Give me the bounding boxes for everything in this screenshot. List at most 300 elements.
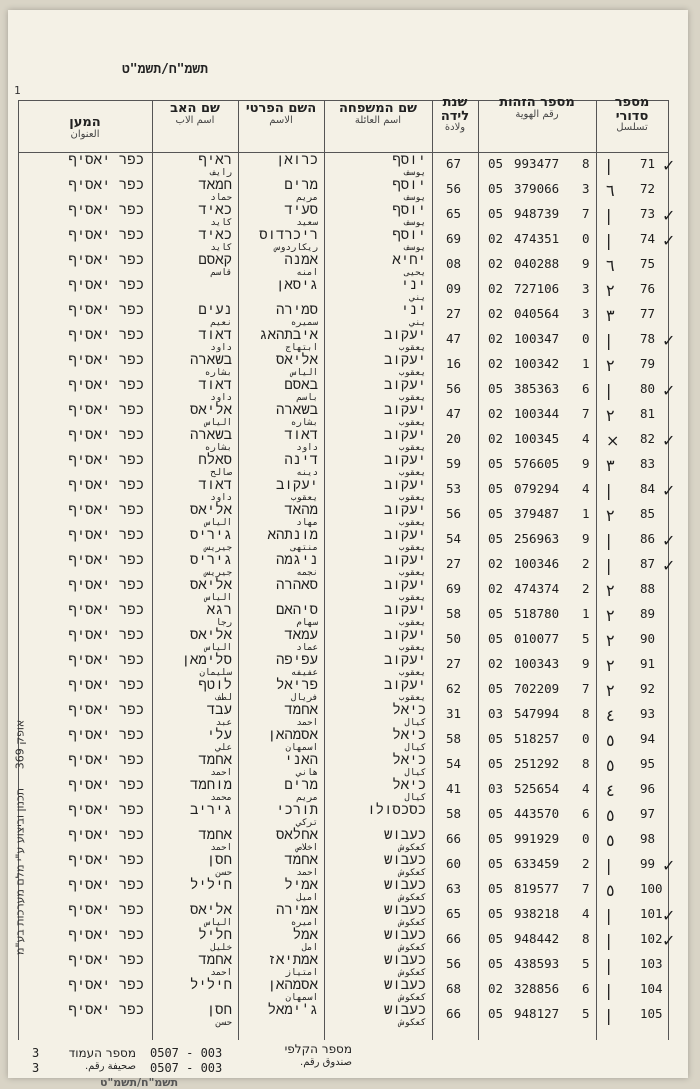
- cell-father-ar: كايد: [210, 243, 232, 253]
- cell-family-ar: يعقوب: [398, 643, 426, 653]
- cell-father-he: רגא: [206, 602, 232, 618]
- cell-first-he: אליאס: [275, 352, 318, 368]
- cell-father-he: ראיף: [198, 152, 232, 168]
- cell-mark: |: [606, 531, 612, 550]
- cell-year: 50: [446, 631, 462, 646]
- cell-id: 443570: [514, 806, 560, 821]
- cell-first-he: דאוד: [284, 427, 318, 443]
- cell-family-ar: كعكوش: [398, 993, 426, 1003]
- cell-family-he: יוסף: [392, 227, 426, 243]
- cell-first-ar: نجمه: [296, 568, 318, 578]
- cell-father-he: עלי: [206, 727, 232, 743]
- cell-tick: ✓: [662, 856, 676, 875]
- cell-id: 993477: [514, 156, 560, 171]
- cell-mark: ٣: [606, 306, 615, 325]
- cell-check: 5: [582, 631, 590, 646]
- cell-family-he: יעקוב: [383, 677, 426, 693]
- header-family-he: שם המשפחה: [338, 101, 418, 116]
- header-birth-year: [433, 96, 477, 134]
- cell-check: 7: [582, 206, 590, 221]
- cell-year: 27: [446, 556, 462, 571]
- cell-first-he: יעקוב: [275, 477, 318, 493]
- cell-mark: ٤: [606, 706, 615, 725]
- header-family-name: [326, 102, 430, 126]
- cell-serial: 90: [640, 631, 656, 646]
- cell-id: 525654: [514, 781, 560, 796]
- cell-father-ar: الياس: [204, 518, 232, 528]
- cell-id-prefix: 05: [488, 956, 504, 971]
- footer-box-label-ar: صندوق رقم.: [300, 1057, 352, 1068]
- cell-id-prefix: 05: [488, 456, 504, 471]
- cell-first-ar: اسمهان: [285, 993, 318, 1003]
- cell-address: כפר יאסיף: [68, 477, 144, 493]
- cell-address: כפר יאסיף: [68, 677, 144, 693]
- cell-father-he: אליאס: [189, 402, 232, 418]
- cell-first-he: ריכרדוס: [259, 227, 318, 243]
- cell-check: 0: [582, 731, 590, 746]
- cell-serial: 101: [640, 906, 663, 921]
- cell-address: כפר יאסיף: [68, 727, 144, 743]
- cell-father-ar: كايد: [210, 218, 232, 228]
- cell-serial: 98: [640, 831, 656, 846]
- cell-check: 3: [582, 281, 590, 296]
- cell-id-prefix: 02: [488, 256, 504, 271]
- cell-id-prefix: 05: [488, 806, 504, 821]
- cell-father-he: נעים: [198, 302, 232, 318]
- cell-father-ar: خليل: [210, 943, 232, 953]
- cell-first-ar: عماد: [296, 643, 318, 653]
- cell-family-he: כעבוש: [383, 827, 426, 843]
- cell-family-ar: يعقوب: [398, 418, 426, 428]
- cell-id: 328856: [514, 981, 560, 996]
- cell-father-ar: داود: [210, 343, 232, 353]
- cell-family-he: יוסף: [392, 202, 426, 218]
- cell-family-he: יעקוב: [383, 402, 426, 418]
- cell-check: 8: [582, 156, 590, 171]
- cell-first-ar: داود: [296, 443, 318, 453]
- cell-serial: 77: [640, 306, 656, 321]
- cell-year: 56: [446, 181, 462, 196]
- cell-father-ar: لطف: [215, 693, 232, 703]
- cell-first-ar: يعقوب: [290, 493, 318, 503]
- cell-first-he: עמאד: [284, 627, 318, 643]
- cell-mark: ٢: [606, 506, 615, 525]
- cell-father-ar: حسن: [215, 1018, 232, 1028]
- cell-tick: ✓: [662, 206, 676, 225]
- next-page-header-partial: תשמ"ח/תשמ"ט: [100, 1076, 179, 1089]
- cell-first-ar: ابتهاج: [285, 343, 318, 353]
- cell-mark: |: [606, 381, 612, 400]
- cell-family-ar: يعقوب: [398, 543, 426, 553]
- cell-check: 4: [582, 481, 590, 496]
- cell-first-ar: مريم: [296, 793, 318, 803]
- cell-first-he: גיסאן: [275, 277, 318, 293]
- cell-year: 66: [446, 831, 462, 846]
- cell-id: 727106: [514, 281, 560, 296]
- cell-family-he: יעקוב: [383, 627, 426, 643]
- cell-id-prefix: 05: [488, 1006, 504, 1021]
- cell-check: 7: [582, 881, 590, 896]
- cell-check: 8: [582, 931, 590, 946]
- cell-first-ar: سعيد: [296, 218, 318, 228]
- cell-check: 2: [582, 556, 590, 571]
- cell-family-he: יוסף: [392, 177, 426, 193]
- cell-mark: |: [606, 331, 612, 350]
- cell-id-prefix: 05: [488, 831, 504, 846]
- cell-serial: 103: [640, 956, 663, 971]
- cell-year: 08: [446, 256, 462, 271]
- cell-mark: ⨯: [606, 431, 620, 450]
- cell-address: כפר יאסיף: [68, 577, 144, 593]
- cell-id: 948739: [514, 206, 560, 221]
- cell-first-he: אמירה: [275, 902, 318, 918]
- cell-check: 7: [582, 681, 590, 696]
- cell-serial: 79: [640, 356, 656, 371]
- cell-serial: 78: [640, 331, 656, 346]
- cell-father-he: דאוד: [198, 377, 232, 393]
- cell-first-ar: مهاد: [296, 518, 318, 528]
- cell-year: 53: [446, 481, 462, 496]
- cell-mark: |: [606, 206, 612, 225]
- cell-tick: ✓: [662, 481, 676, 500]
- cell-address: כפר יאסיף: [68, 1002, 144, 1018]
- cell-address: כפר יאסיף: [68, 302, 144, 318]
- cell-family-ar: كعكوش: [398, 943, 426, 953]
- cell-address: כפר יאסיף: [68, 227, 144, 243]
- cell-id-prefix: 05: [488, 881, 504, 896]
- cell-id-prefix: 02: [488, 981, 504, 996]
- cell-serial: 87: [640, 556, 656, 571]
- cell-first-ar: عفيفه: [290, 668, 318, 678]
- cell-family-he: כעבוש: [383, 877, 426, 893]
- cell-address: כפר יאסיף: [68, 977, 144, 993]
- cell-id-prefix: 02: [488, 356, 504, 371]
- cell-check: 9: [582, 531, 590, 546]
- cell-id: 518257: [514, 731, 560, 746]
- side-print-number: אופק 369: [13, 719, 27, 770]
- cell-id: 079294: [514, 481, 560, 496]
- cell-first-ar: دينه: [296, 468, 318, 478]
- cell-address: כפר יאסיף: [68, 802, 144, 818]
- cell-id: 256963: [514, 531, 560, 546]
- cell-address: כפר יאסיף: [68, 152, 144, 168]
- cell-father-ar: حماد: [210, 193, 232, 203]
- cell-check: 1: [582, 506, 590, 521]
- cell-tick: ✓: [662, 156, 676, 175]
- header-id-he: מספר הזהות: [499, 95, 575, 110]
- cell-address: כפר יאסיף: [68, 327, 144, 343]
- cell-address: כפר יאסיף: [68, 702, 144, 718]
- cell-serial: 105: [640, 1006, 663, 1021]
- cell-father-he: כאיד: [198, 227, 232, 243]
- cell-first-ar: منتهى: [290, 543, 318, 553]
- cell-father-ar: جيريس: [204, 568, 232, 578]
- cell-year: 68: [446, 981, 462, 996]
- cell-tick: ✓: [662, 906, 676, 925]
- cell-mark: ٥: [606, 731, 615, 750]
- cell-family-he: כעבוש: [383, 852, 426, 868]
- header-first-he: השם הפרטי: [245, 101, 317, 116]
- cell-first-ar: هاني: [296, 768, 318, 778]
- cell-serial: 73: [640, 206, 656, 221]
- cell-id-prefix: 05: [488, 181, 504, 196]
- cell-address: כפר יאסיף: [68, 952, 144, 968]
- header-serial: [598, 96, 666, 134]
- cell-first-he: איבתהאג: [259, 327, 318, 343]
- cell-mark: ٢: [606, 406, 615, 425]
- cell-father-ar: قاسم: [210, 268, 232, 278]
- cell-first-he: סיהאם: [275, 602, 318, 618]
- cell-serial: 75: [640, 256, 656, 271]
- footer-page-number-2: 3: [32, 1061, 40, 1075]
- cell-father-he: גיריס: [189, 552, 232, 568]
- footer-code-1: 0507 - 003: [150, 1046, 223, 1060]
- cell-check: 4: [582, 431, 590, 446]
- cell-mark: ٥: [606, 756, 615, 775]
- cell-mark: |: [606, 906, 612, 925]
- cell-father-he: אחמד: [198, 952, 232, 968]
- cell-id: 438593: [514, 956, 560, 971]
- cell-first-ar: امتياز: [285, 968, 318, 978]
- cell-id: 948127: [514, 1006, 560, 1021]
- cell-father-he: אליאס: [189, 502, 232, 518]
- cell-id: 938218: [514, 906, 560, 921]
- cell-id-prefix: 05: [488, 606, 504, 621]
- cell-serial: 95: [640, 756, 656, 771]
- cell-check: 6: [582, 981, 590, 996]
- cell-serial: 94: [640, 731, 656, 746]
- cell-mark: ٢: [606, 656, 615, 675]
- cell-father-ar: احمد: [210, 843, 232, 853]
- header-year: תשמ"ח/תשמ"ט: [122, 62, 208, 77]
- cell-mark: ٣: [606, 456, 615, 475]
- cell-mark: ٤: [606, 781, 615, 800]
- cell-address: כפר יאסיף: [68, 402, 144, 418]
- cell-year: 59: [446, 456, 462, 471]
- cell-check: 1: [582, 606, 590, 621]
- cell-first-he: מרים: [284, 177, 318, 193]
- cell-family-ar: يعقوب: [398, 618, 426, 628]
- cell-father-he: חסן: [206, 1002, 232, 1018]
- cell-address: כפר יאסיף: [68, 427, 144, 443]
- cell-first-he: בשארה: [275, 402, 318, 418]
- cell-year: 56: [446, 506, 462, 521]
- footer-page-number: 3: [32, 1046, 40, 1060]
- cell-id: 251292: [514, 756, 560, 771]
- cell-mark: ٢: [606, 606, 615, 625]
- cell-serial: 74: [640, 231, 656, 246]
- table-row: [0, 1002, 700, 1031]
- cell-address: כפר יאסיף: [68, 627, 144, 643]
- cell-father-ar: صالح: [210, 468, 232, 478]
- cell-family-ar: يوسف: [404, 193, 426, 203]
- header-address: [20, 116, 150, 140]
- cell-id: 547994: [514, 706, 560, 721]
- cell-first-ar: فريال: [290, 693, 318, 703]
- footer-page-label: מספר העמוד: [68, 1046, 136, 1060]
- cell-first-ar: مريم: [296, 193, 318, 203]
- cell-id: 633459: [514, 856, 560, 871]
- cell-id-prefix: 05: [488, 681, 504, 696]
- header-serial-ar: تسلسل: [616, 122, 648, 134]
- cell-serial: 102: [640, 931, 663, 946]
- cell-check: 5: [582, 1006, 590, 1021]
- cell-id: 948442: [514, 931, 560, 946]
- cell-family-ar: كيال: [404, 718, 426, 728]
- cell-mark: ٥: [606, 806, 615, 825]
- header-serial-he: מספר סדורי: [614, 95, 650, 124]
- header-birth-he: שנת לידה: [440, 95, 470, 124]
- cell-mark: ٢: [606, 281, 615, 300]
- cell-family-ar: يوسف: [404, 218, 426, 228]
- cell-father-ar: الياس: [204, 593, 232, 603]
- cell-father-ar: حسن: [215, 868, 232, 878]
- cell-first-he: פריאל: [275, 677, 318, 693]
- cell-address: כפר יאסיף: [68, 277, 144, 293]
- cell-address: כפר יאסיף: [68, 877, 144, 893]
- cell-serial: 76: [640, 281, 656, 296]
- cell-mark: ٦: [606, 256, 615, 275]
- cell-family-he: כעבוש: [383, 952, 426, 968]
- cell-serial: 84: [640, 481, 656, 496]
- header-first-ar: الاسم: [269, 114, 293, 126]
- cell-id: 474351: [514, 231, 560, 246]
- cell-check: 3: [582, 181, 590, 196]
- header-address-he: המען: [69, 115, 101, 130]
- cell-id-prefix: 02: [488, 556, 504, 571]
- cell-father-he: חיליל: [189, 877, 232, 893]
- cell-id: 010077: [514, 631, 560, 646]
- cell-father-he: חליל: [198, 927, 232, 943]
- cell-address: כפר יאסיף: [68, 452, 144, 468]
- cell-father-he: דאוד: [198, 477, 232, 493]
- cell-mark: |: [606, 981, 612, 1000]
- cell-address: כפר יאסיף: [68, 552, 144, 568]
- cell-family-ar: يعقوب: [398, 693, 426, 703]
- cell-id: 100343: [514, 656, 560, 671]
- cell-year: 65: [446, 906, 462, 921]
- cell-id: 474374: [514, 581, 560, 596]
- cell-family-he: יעקוב: [383, 527, 426, 543]
- cell-year: 65: [446, 206, 462, 221]
- cell-mark: |: [606, 231, 612, 250]
- cell-father-he: חסן: [206, 852, 232, 868]
- cell-first-ar: الياس: [290, 368, 318, 378]
- cell-family-he: יעקוב: [383, 577, 426, 593]
- cell-serial: 72: [640, 181, 656, 196]
- header-first-name: [240, 102, 322, 126]
- cell-id: 576605: [514, 456, 560, 471]
- cell-family-he: יעקוב: [383, 552, 426, 568]
- cell-first-he: סאהרה: [275, 577, 318, 593]
- cell-father-ar: رايف: [210, 168, 232, 178]
- cell-father-ar: علي: [215, 743, 232, 753]
- cell-family-he: כסכסולו: [367, 802, 426, 818]
- cell-family-he: כיאל: [392, 777, 426, 793]
- cell-year: 66: [446, 931, 462, 946]
- cell-year: 54: [446, 756, 462, 771]
- cell-check: 1: [582, 356, 590, 371]
- cell-father-he: אליאס: [189, 902, 232, 918]
- cell-first-he: תורכי: [275, 802, 318, 818]
- cell-family-he: יני: [400, 302, 426, 318]
- cell-father-ar: احمد: [210, 968, 232, 978]
- cell-first-ar: اميل: [296, 893, 318, 903]
- cell-family-he: יעקוב: [383, 452, 426, 468]
- cell-serial: 83: [640, 456, 656, 471]
- cell-father-ar: نعيم: [210, 318, 232, 328]
- cell-first-he: אסמהאן: [267, 727, 318, 743]
- cell-id: 040288: [514, 256, 560, 271]
- cell-father-ar: رجا: [215, 618, 232, 628]
- cell-tick: ✓: [662, 331, 676, 350]
- cell-family-ar: يعقوب: [398, 468, 426, 478]
- cell-check: 0: [582, 231, 590, 246]
- cell-address: כפר יאסיף: [68, 527, 144, 543]
- cell-id-prefix: 05: [488, 756, 504, 771]
- cell-id-prefix: 05: [488, 731, 504, 746]
- cell-family-ar: يعقوب: [398, 493, 426, 503]
- cell-mark: ٦: [606, 181, 615, 200]
- cell-family-he: כיאל: [392, 727, 426, 743]
- cell-year: 67: [446, 156, 462, 171]
- cell-father-ar: محمد: [210, 793, 232, 803]
- cell-year: 27: [446, 656, 462, 671]
- cell-father-ar: بشاره: [204, 368, 232, 378]
- cell-tick: ✓: [662, 381, 676, 400]
- cell-id-prefix: 05: [488, 531, 504, 546]
- cell-family-ar: يوسف: [404, 243, 426, 253]
- cell-first-he: עפיפה: [275, 652, 318, 668]
- cell-serial: 81: [640, 406, 656, 421]
- cell-year: 20: [446, 431, 462, 446]
- cell-father-ar: سليمان: [199, 668, 232, 678]
- cell-first-he: סעיד: [284, 202, 318, 218]
- cell-family-ar: كيال: [404, 768, 426, 778]
- cell-father-he: עבד: [206, 702, 232, 718]
- cell-address: כפר יאסיף: [68, 927, 144, 943]
- cell-first-he: אחמד: [284, 702, 318, 718]
- cell-id-prefix: 05: [488, 856, 504, 871]
- cell-serial: 80: [640, 381, 656, 396]
- cell-first-he: דינה: [284, 452, 318, 468]
- cell-first-ar: سميره: [290, 318, 318, 328]
- cell-father-he: כאיד: [198, 202, 232, 218]
- side-print-credit: תכנון וביצוע ע"י מלם מערכות בע"מ: [13, 788, 27, 955]
- cell-mark: ٢: [606, 631, 615, 650]
- cell-father-he: מוחמד: [189, 777, 232, 793]
- cell-mark: |: [606, 481, 612, 500]
- cell-address: כפר יאסיף: [68, 827, 144, 843]
- cell-serial: 91: [640, 656, 656, 671]
- cell-year: 31: [446, 706, 462, 721]
- cell-id-prefix: 03: [488, 781, 504, 796]
- cell-serial: 71: [640, 156, 656, 171]
- cell-first-ar: احمد: [296, 868, 318, 878]
- cell-check: 0: [582, 331, 590, 346]
- header-id-ar: رقم الهوية: [515, 108, 559, 120]
- cell-father-he: לוטף: [198, 677, 232, 693]
- header-father-ar: اسم الاب: [175, 114, 215, 126]
- cell-tick: ✓: [662, 531, 676, 550]
- cell-check: 5: [582, 956, 590, 971]
- cell-father-he: חמאד: [198, 177, 232, 193]
- cell-father-he: דאוד: [198, 327, 232, 343]
- cell-father-he: סאלח: [198, 452, 232, 468]
- cell-family-ar: يني: [409, 293, 426, 303]
- cell-serial: 104: [640, 981, 663, 996]
- cell-father-ar: بشاره: [204, 443, 232, 453]
